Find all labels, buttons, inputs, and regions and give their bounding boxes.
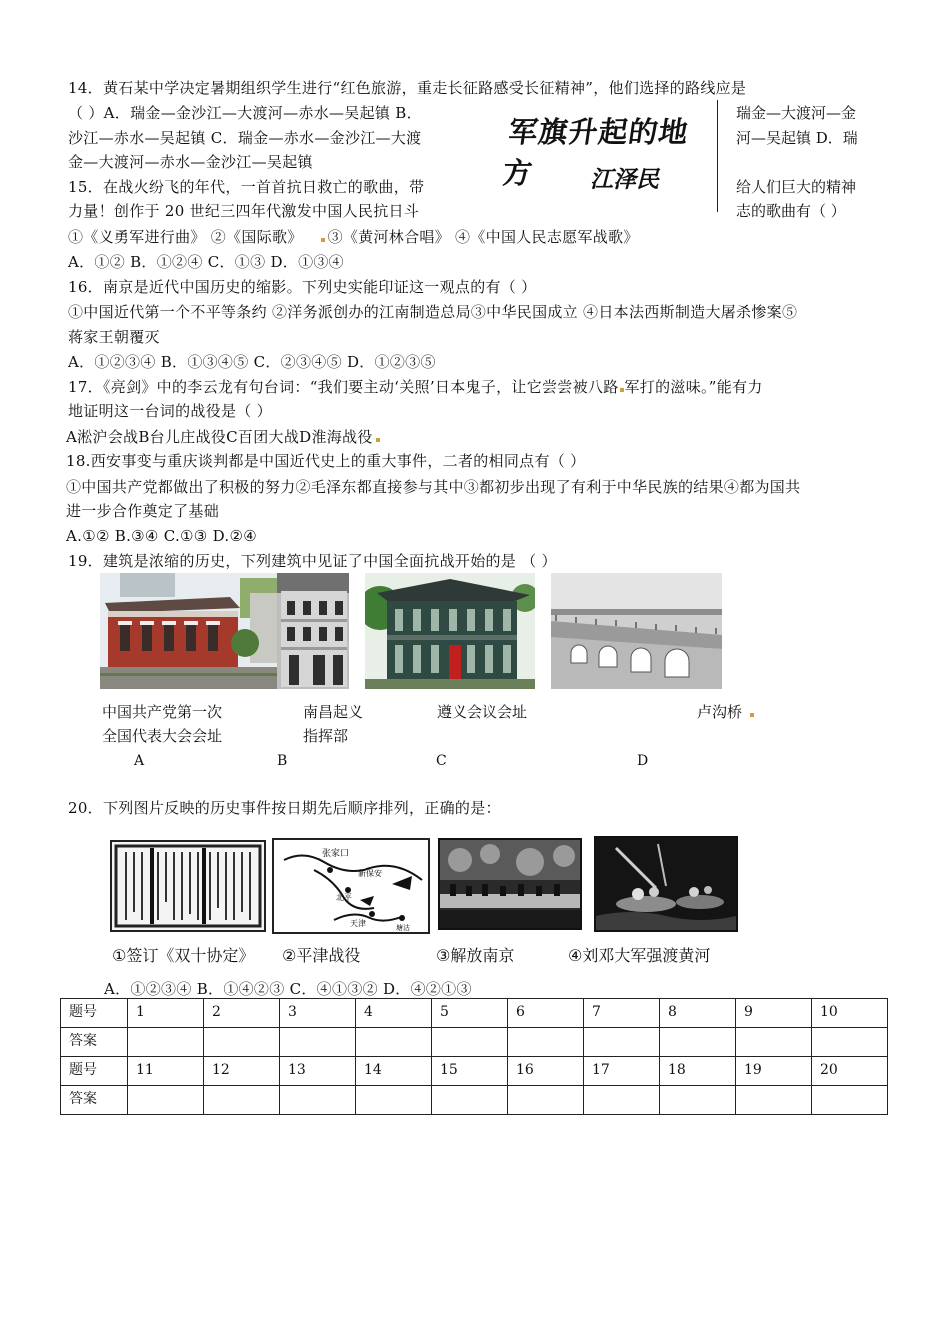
q14-line-4: 金—大渡河—赤水—金沙江—吴起镇 [68,153,313,171]
calligraphy-image [500,98,715,213]
question-number-cell: 12 [204,1057,280,1086]
answer-cell[interactable] [812,1028,888,1057]
calligraphy-title: 军旗升起的地方 [500,115,692,190]
answer-cell[interactable] [660,1028,736,1057]
label-b: B [277,753,288,769]
label-c: C [436,753,447,769]
answer-cell[interactable] [128,1086,204,1115]
q20-line-1: 20．下列图片反映的历史事件按日期先后顺序排列，正确的是： [68,799,501,817]
q19-line-1: 19．建筑是浓缩的历史，下列建筑中见证了中国全面抗战开始的是 （ ） [68,552,557,570]
answer-cell[interactable] [736,1028,812,1057]
question-number-cell: 20 [812,1057,888,1086]
answer-cell[interactable] [584,1086,660,1115]
map-label-tanggu: 塘沽 [396,924,410,932]
stray-dot [620,388,624,392]
caption-d-text: 卢沟桥 [697,703,743,721]
question-number-cell: 15 [432,1057,508,1086]
question-number-cell: 4 [356,999,432,1028]
q15-right-1: 给人们巨大的精神 [736,178,857,196]
q15-options-a: ①《义勇军进行曲》 ②《国际歌》 [68,228,303,246]
map-label-zhangjiakou: 张家口 [322,849,350,859]
caption-a-line1: 中国共产党第一次 [102,703,223,721]
q17-line-1b: 军打的滋味。”能有力 [624,378,763,396]
q15-options-b: ③《黄河林合唱》 ④《中国人民志愿军战歌》 [327,228,639,246]
q18-line-1: 18.西安事变与重庆谈判都是中国近代史上的重大事件，二者的相同点有（ ） [66,452,586,470]
q18-answers: A.①② B.③④ C.①③ D.②④ [66,527,257,545]
question-number-cell: 8 [660,999,736,1028]
q16-line-2: ①中国近代第一个不平等条约 ②洋务派创办的江南制造总局③中华民国成立 ④日本法西斯制造大屠杀惨案⑤ [68,303,798,321]
caption-c: 遵义会议会址 [437,703,528,721]
pic-liberation-of-nanjing [438,838,582,930]
q14-line-3: 沙江—赤水—吴起镇 C．瑞金—赤水—金沙江—大渡 [68,129,422,147]
map-label-beiping: 北平 [336,893,352,902]
caption-d [697,700,757,724]
row-label-question-no: 题号 [61,999,128,1028]
answer-cell[interactable] [356,1086,432,1115]
question-number-cell: 14 [356,1057,432,1086]
pic-pingjin-campaign-map [272,838,430,934]
question-number-cell: 3 [280,999,356,1028]
question-number-cell: 1 [128,999,204,1028]
answer-table [60,998,888,1115]
q20-caption-1: ①签订《双十协定》 [112,946,255,965]
answer-cell[interactable] [280,1028,356,1057]
q17-line-1a: 17．《亮剑》中的李云龙有句台词：“我们要主动‘关照’日本鬼子，让它尝尝被八路 [68,378,619,396]
q20-answers: A．①②③④ B．①④②③ C．④①③② D．④②①③ [104,980,472,998]
answer-cell[interactable] [584,1028,660,1057]
answer-cell[interactable] [128,1028,204,1057]
map-label-tianjin: 天津 [350,919,366,928]
q14-line-2: （ ）A．瑞金—金沙江—大渡河—赤水—吴起镇 B． [68,104,422,122]
question-number-cell: 5 [432,999,508,1028]
q18-line-2: ①中国共产党都做出了积极的努力②毛泽东都直接参与其中③都初步出现了有利于中华民族的结果④都为国共 [66,478,801,496]
map-label-xinbaoan: 新保安 [358,869,382,878]
photo-lugou-bridge [551,573,722,689]
question-number-cell: 2 [204,999,280,1028]
caption-a-line2: 全国代表大会会址 [102,727,223,745]
label-a: A [134,753,145,769]
table-row [61,999,888,1028]
q20-caption-4: ④刘邓大军强渡黄河 [568,946,711,965]
answer-cell[interactable] [812,1086,888,1115]
q17-answers [66,426,383,448]
answer-cell[interactable] [660,1086,736,1115]
q17-line-1 [68,376,763,398]
q18-line-3: 进一步合作奠定了基础 [66,502,220,520]
question-number-cell: 9 [736,999,812,1028]
answer-cell[interactable] [204,1086,280,1115]
q20-caption-3: ③解放南京 [436,946,515,965]
q15-line-2: 力量！创作于 20 世纪三四年代激发中国人民抗日斗 [68,202,420,220]
calligraphy-signature: 江泽民 [590,166,659,193]
answer-cell[interactable] [432,1086,508,1115]
question-number-cell: 13 [280,1057,356,1086]
row-label-answer: 答案 [61,1086,128,1115]
photo-nanchang-uprising-hq [277,573,349,689]
q20-caption-2: ②平津战役 [282,946,361,965]
answer-cell[interactable] [508,1028,584,1057]
question-number-cell: 19 [736,1057,812,1086]
answer-cell[interactable] [736,1086,812,1115]
q16-line-3: 蒋家王朝覆灭 [68,328,160,346]
answer-cell[interactable] [280,1086,356,1115]
photo-cpc-congress-site [100,573,278,689]
answer-cell[interactable] [432,1028,508,1057]
table-row [61,1086,888,1115]
row-label-answer: 答案 [61,1028,128,1057]
q16-answers: A．①②③④ B．①③④⑤ C．②③④⑤ D．①②③⑤ [68,353,436,371]
q15-line-1: 15．在战火纷飞的年代，一首首抗日救亡的歌曲，带 [68,178,425,196]
pic-crossing-yellow-river [594,836,738,932]
question-number-cell: 17 [584,1057,660,1086]
vertical-divider [717,100,718,212]
photo-zunyi-meeting-site [365,573,535,689]
answer-cell[interactable] [356,1028,432,1057]
caption-b-line1: 南昌起义 [303,703,364,721]
question-number-cell: 7 [584,999,660,1028]
answer-cell[interactable] [204,1028,280,1057]
question-number-cell: 6 [508,999,584,1028]
q14-right-1: 瑞金—大渡河—金 [736,104,857,122]
q15-right-2: 志的歌曲有（ ） [736,202,846,220]
table-row [61,1028,888,1057]
pic-double-ten-agreement [110,840,266,932]
q14-line-1: 14．黄石某中学决定暑期组织学生进行“红色旅游，重走长征路感受长征精神”，他们选择的路线应是 [68,79,747,97]
stray-dot [750,713,754,717]
q15-options [68,226,639,248]
row-label-question-no: 题号 [61,1057,128,1086]
label-d: D [637,753,649,769]
question-number-cell: 10 [812,999,888,1028]
stray-dot [321,238,325,242]
q17-line-2: 地证明这一台词的战役是（ ） [68,402,272,420]
question-number-cell: 11 [128,1057,204,1086]
question-number-cell: 18 [660,1057,736,1086]
q15-answers: A．①② B．①②④ C．①③ D．①③④ [68,253,344,271]
question-number-cell: 16 [508,1057,584,1086]
caption-b-line2: 指挥部 [303,727,349,745]
stray-dot [376,438,380,442]
table-row [61,1057,888,1086]
q16-line-1: 16．南京是近代中国历史的缩影。下列史实能印证这一观点的有（ ） [68,278,537,296]
q14-right-2: 河—吴起镇 D．瑞 [736,129,858,147]
answer-cell[interactable] [508,1086,584,1115]
q17-answers-text: A淞沪会战B台儿庄战役C百团大战D淮海战役 [66,428,373,446]
